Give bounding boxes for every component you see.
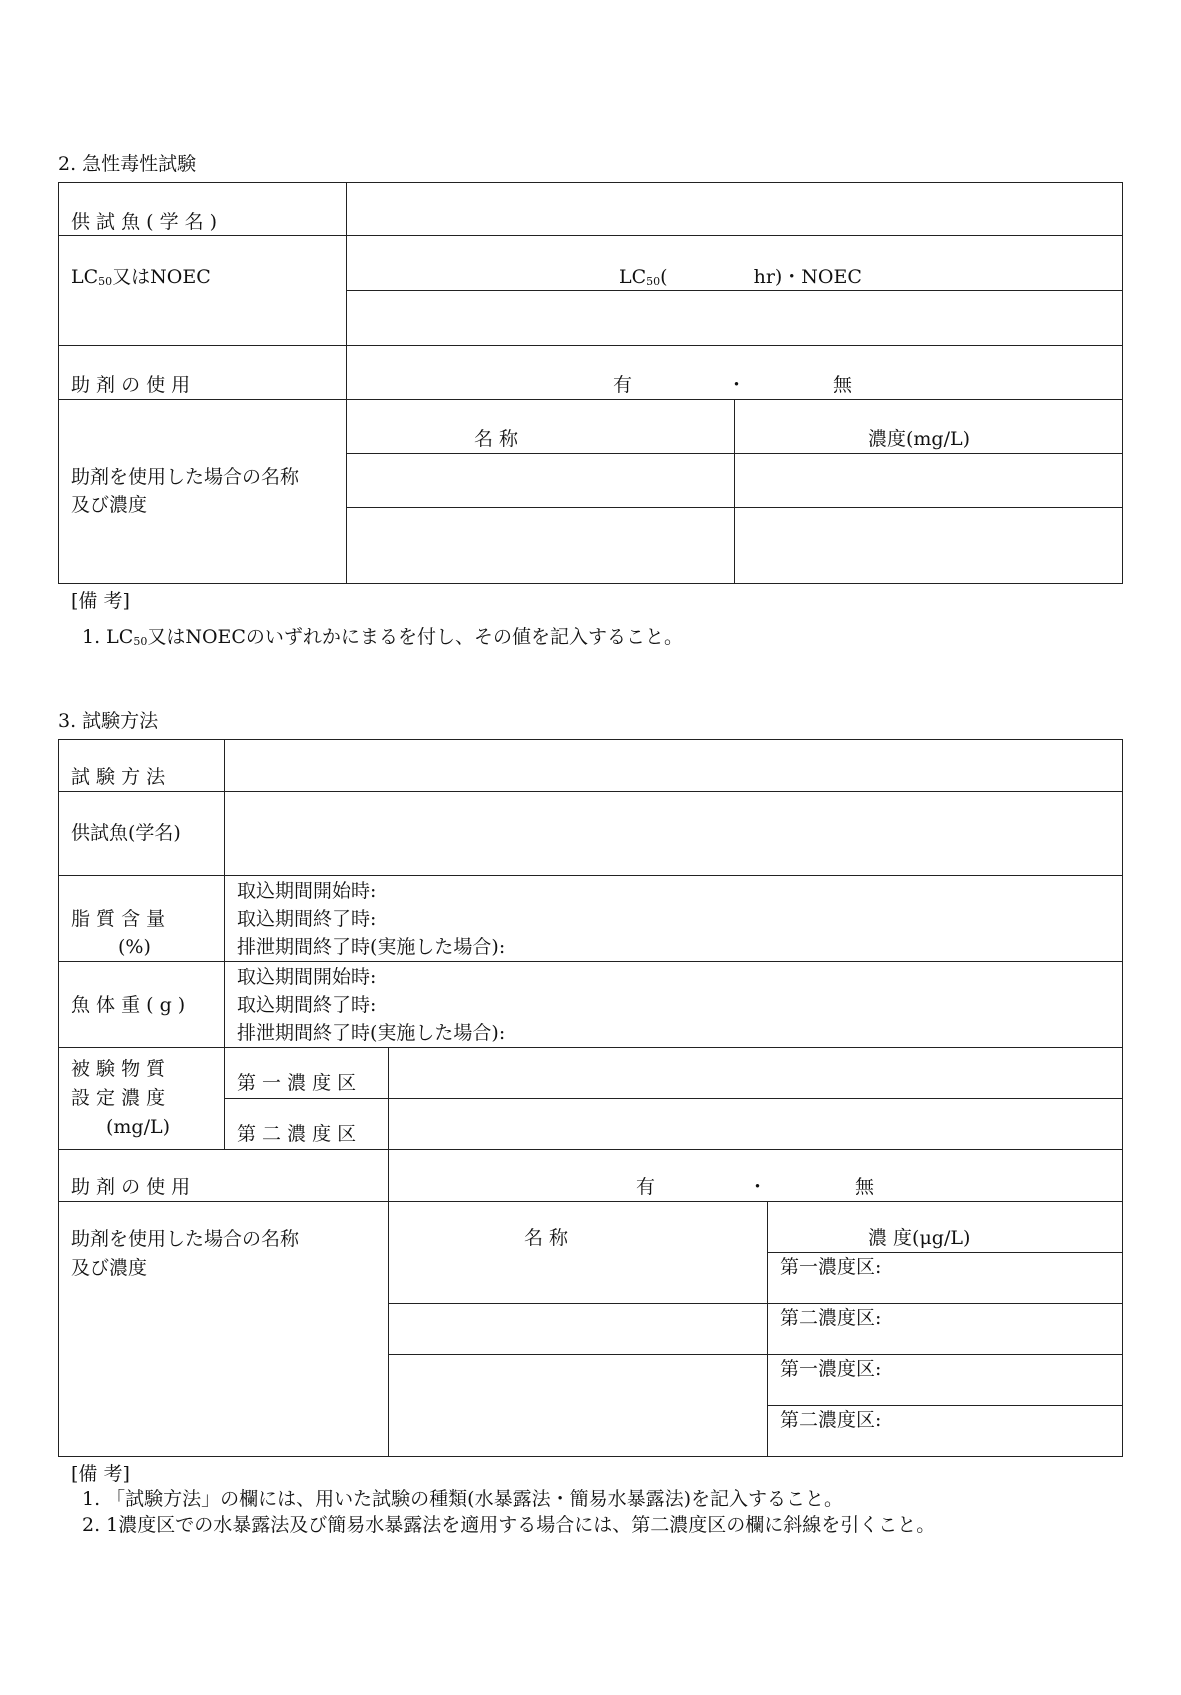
fish-weight-label: 魚 体 重 ( g ) <box>71 994 186 1016</box>
section3-note-2: 2. 1濃度区での水暴露法及び簡易水暴露法を適用する場合には、第二濃度区の欄に斜線を引くこと。 <box>82 1514 936 1536</box>
auxiliary-conc-input-1[interactable] <box>735 454 1121 506</box>
s3-auxiliary-name-label-line2: 及び濃度 <box>71 1257 148 1279</box>
auxiliary-conc-input-2[interactable] <box>735 508 1121 582</box>
test-method-input[interactable] <box>225 740 1122 790</box>
test-fish-scientific-input[interactable] <box>225 792 1122 874</box>
s3-auxiliary-no-option[interactable]: 無 <box>855 1176 875 1198</box>
auxiliary-name-input-1[interactable] <box>347 454 733 506</box>
first-concentration-zone-input[interactable] <box>389 1048 1122 1097</box>
test-substance-label-1: 被 験 物 質 <box>71 1058 166 1080</box>
section3-notes-title: [備 考] <box>71 1463 130 1485</box>
test-fish-scientific-label: 供試魚(学名) <box>71 822 181 844</box>
lipid-content-unit: (%) <box>118 936 151 958</box>
aux1-first-zone[interactable]: 第一濃度区: <box>780 1256 882 1278</box>
section2-notes-title: [備 考] <box>71 590 130 612</box>
lipid-uptake-start[interactable]: 取込期間開始時: <box>237 880 377 902</box>
auxiliary-use-label: 助 剤 の 使 用 <box>71 374 191 396</box>
second-concentration-zone-input[interactable] <box>389 1099 1122 1148</box>
s3-auxiliary-name-input-2[interactable] <box>389 1355 766 1455</box>
s3-name-column-header: 名 称 <box>524 1227 569 1249</box>
test-method-label: 試 験 方 法 <box>71 766 166 788</box>
weight-depuration-end[interactable]: 排泄期間終了時(実施した場合): <box>237 1022 506 1044</box>
section2-heading: 2. 急性毒性試験 <box>58 153 197 175</box>
s3-auxiliary-yes-option[interactable]: 有 <box>636 1176 656 1198</box>
auxiliary-separator: ・ <box>727 374 747 396</box>
weight-uptake-end[interactable]: 取込期間終了時: <box>237 994 377 1016</box>
s3-auxiliary-name-label-line1: 助剤を使用した場合の名称 <box>71 1228 300 1250</box>
aux1-second-zone[interactable]: 第二濃度区: <box>780 1307 882 1329</box>
test-fish-input[interactable] <box>347 183 1122 234</box>
test-fish-label: 供 試 魚 ( 学 名 ) <box>71 211 218 233</box>
lc50-noec-selector[interactable]: LC50( hr)・NOEC <box>619 266 862 288</box>
test-substance-label-2: 設 定 濃 度 <box>71 1087 166 1109</box>
second-concentration-zone-label: 第 二 濃 度 区 <box>237 1123 357 1145</box>
lc50-noec-value-input[interactable] <box>347 291 1122 344</box>
lipid-uptake-end[interactable]: 取込期間終了時: <box>237 908 377 930</box>
auxiliary-yes-option[interactable]: 有 <box>613 374 633 396</box>
auxiliary-name-label-line1: 助剤を使用した場合の名称 <box>71 466 300 488</box>
auxiliary-no-option[interactable]: 無 <box>833 374 853 396</box>
aux2-first-zone[interactable]: 第一濃度区: <box>780 1358 882 1380</box>
s3-auxiliary-use-label: 助 剤 の 使 用 <box>71 1176 191 1198</box>
s3-auxiliary-name-input-1[interactable] <box>389 1253 766 1353</box>
lc50-noec-label: LC50又はNOEC <box>71 266 211 288</box>
auxiliary-name-label-line2: 及び濃度 <box>71 494 148 516</box>
lipid-content-label: 脂 質 含 量 <box>71 908 166 930</box>
weight-uptake-start[interactable]: 取込期間開始時: <box>237 966 377 988</box>
section3-note-1: 1. 「試験方法」の欄には、用いた試験の種類(水暴露法・簡易水暴露法)を記入すること。 <box>82 1488 843 1510</box>
s3-auxiliary-separator: ・ <box>748 1176 768 1198</box>
aux2-second-zone[interactable]: 第二濃度区: <box>780 1409 882 1431</box>
lipid-depuration-end[interactable]: 排泄期間終了時(実施した場合): <box>237 936 506 958</box>
section3-heading: 3. 試験方法 <box>58 710 159 732</box>
test-substance-unit: (mg/L) <box>106 1116 171 1138</box>
concentration-column-header: 濃度(mg/L) <box>868 428 971 450</box>
s3-concentration-column-header: 濃 度(μg/L) <box>868 1227 971 1249</box>
auxiliary-name-input-2[interactable] <box>347 508 733 582</box>
first-concentration-zone-label: 第 一 濃 度 区 <box>237 1072 357 1094</box>
name-column-header: 名 称 <box>474 428 519 450</box>
section2-note-1: 1. LC50又はNOECのいずれかにまるを付し、その値を記入すること。 <box>82 626 683 648</box>
